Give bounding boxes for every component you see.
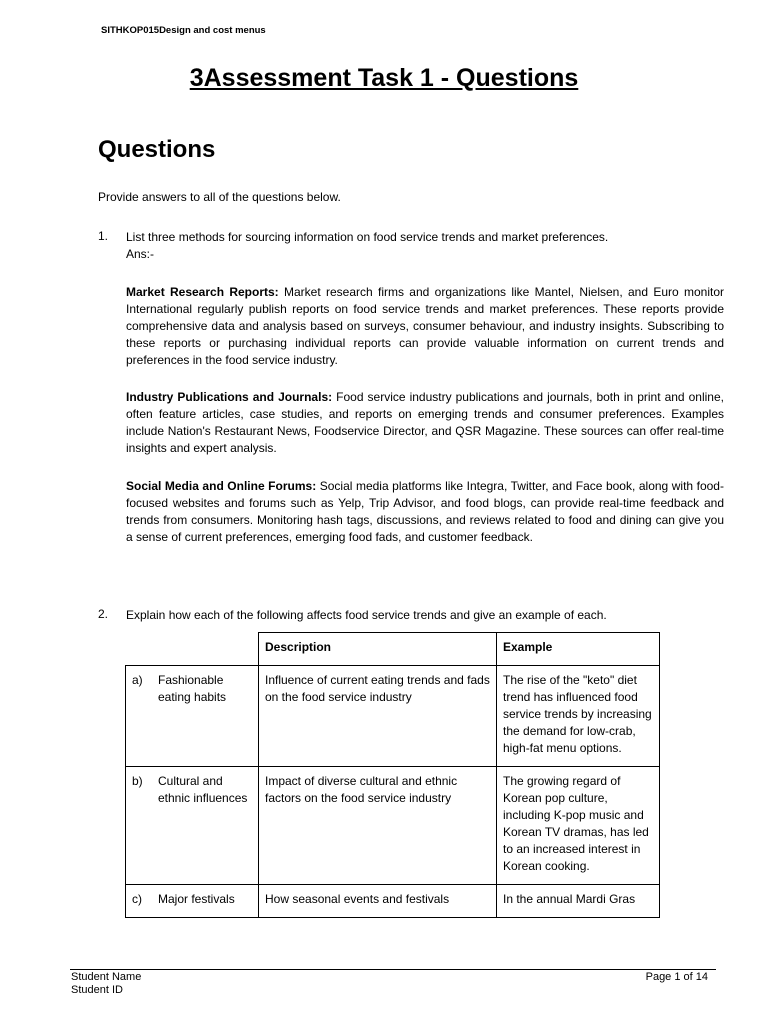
row-label: c) (126, 885, 155, 918)
row-factor: Fashionable eating habits (154, 666, 259, 767)
row-label: b) (126, 767, 155, 885)
answer-heading: Social Media and Online Forums: (126, 479, 317, 493)
row-example: The rise of the "keto" diet trend has influenced food service trends by increasing the demand for low-crab, high-fat menu options. (497, 666, 660, 767)
row-factor: Cultural and ethnic influences (154, 767, 259, 885)
footer-student-name: Student Name (71, 971, 142, 983)
trends-table (125, 632, 660, 918)
row-description: Influence of current eating trends and fads on the food service industry (259, 666, 497, 767)
page-title: 3Assessment Task 1 - Questions (189, 64, 579, 92)
footer-student-id: Student ID (71, 984, 123, 996)
answer-industry-publications (126, 389, 724, 457)
answer-body: Social media platforms like Integra, Twitter, and Face book, along with food-focused websites and forums such as Yelp, Trip Advisor, and food blogs, can provide real-time feedback and trends from consumers. Monitoring hash tags, discussions, and reviews related to food and dining can give you a sense of current preferences, emerging food fads, and customer feedback. (126, 479, 724, 544)
table-header-row (126, 633, 660, 666)
question-2-number: 2. (98, 607, 109, 621)
answer-heading: Market Research Reports: (126, 285, 279, 299)
table-row (126, 767, 660, 885)
row-description: Impact of diverse cultural and ethnic factors on the food service industry (259, 767, 497, 885)
answer-social-media (126, 478, 724, 546)
row-example: The growing regard of Korean pop culture, including K-pop music and Korean TV dramas, has led to an increased interest in Korean cooking. (497, 767, 660, 885)
row-label: a) (126, 666, 155, 767)
table-row (126, 666, 660, 767)
footer-student-info (71, 971, 141, 997)
table-header-blank (126, 633, 259, 666)
footer-divider (70, 969, 716, 970)
answer-heading: Industry Publications and Journals: (126, 390, 333, 404)
header-description: Description (259, 633, 497, 666)
course-code-header: SITHKOP015Design and cost menus (101, 25, 266, 36)
intro-text: Provide answers to all of the questions below. (98, 190, 341, 204)
question-1-text (126, 229, 608, 263)
row-description: How seasonal events and festivals (259, 885, 497, 918)
answer-market-research (126, 284, 724, 369)
question-2-text: Explain how each of the following affects food service trends and give an example of each. (126, 608, 607, 622)
row-factor: Major festivals (154, 885, 259, 918)
answer-body: Food service industry publications and journals, both in print and online, often feature articles, case studies, and reports on emerging trends and consumer preferences. Examples include Nation's Restaurant News, Foodservice Director, and QSR Magazine. These sources can offer real-time insights and expert analysis. (126, 390, 724, 455)
row-example: In the annual Mardi Gras (497, 885, 660, 918)
question-1-prompt: List three methods for sourcing information on food service trends and market preferences. (126, 230, 609, 244)
answer-label: Ans:- (126, 247, 155, 261)
table-row (126, 885, 660, 918)
footer-page-number: Page 1 of 14 (645, 971, 708, 983)
header-example: Example (497, 633, 660, 666)
answer-body: Market research firms and organizations like Mantel, Nielsen, and Euro monitor International regularly publish reports on food service trends and market preferences. These reports provide comprehensive data and analysis based on surveys, consumer behaviour, and industry insights. Subscribing to these reports or purchasing individual reports can provide valuable information on current trends and preferences in the food service industry. (126, 285, 724, 367)
section-heading: Questions (98, 136, 216, 163)
question-1-number: 1. (98, 229, 109, 243)
